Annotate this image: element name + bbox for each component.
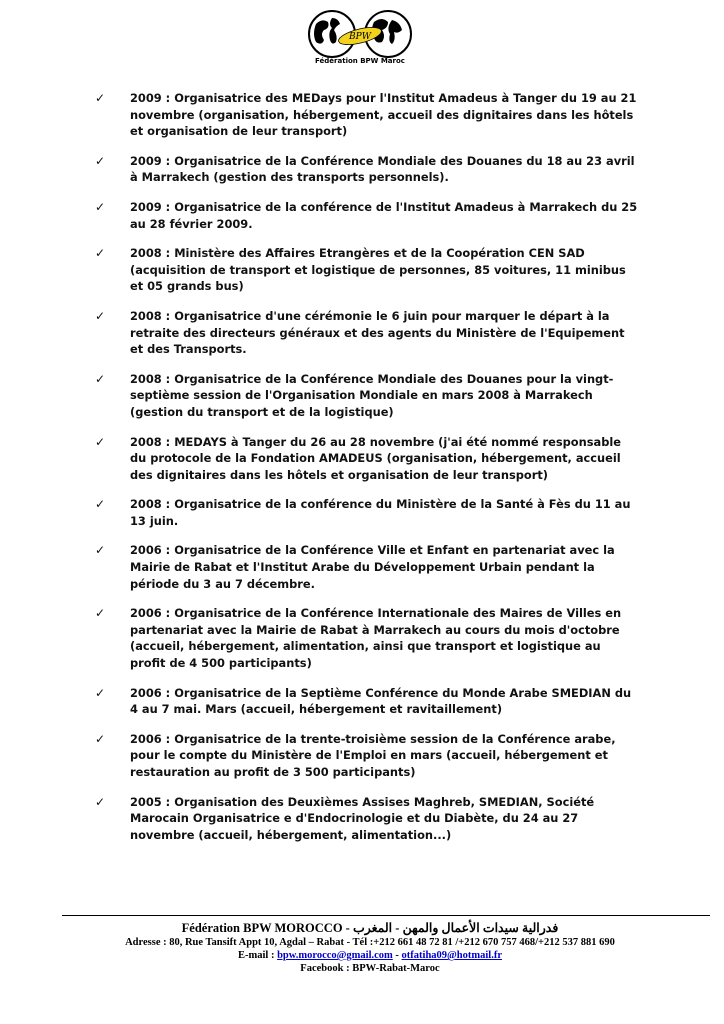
list-item <box>95 153 640 186</box>
checkmark-icon: ✓ <box>95 606 106 621</box>
checkmark-icon: ✓ <box>95 731 106 746</box>
footer-facebook: Facebook : BPW-Rabat-Maroc <box>300 963 440 974</box>
list-item-text: 2008 : Organisatrice de la Conférence Mondiale des Douanes pour la vingt-septième session de l'Organisation Mondiale en mars 2008 à Marrakech (gestion du transport et de la logistique) <box>130 371 614 419</box>
checkmark-icon: ✓ <box>95 685 106 700</box>
list-item <box>95 371 640 421</box>
checkmark-icon: ✓ <box>95 308 106 323</box>
list-item <box>95 731 640 781</box>
footer-address: Adresse : 80, Rue Tansift Appt 10, Agdal – Rabat - Tél :+212 661 48 72 81 /+212 670 757 468/+212 537 881 690 <box>125 937 615 948</box>
list-item <box>95 434 640 484</box>
footer <box>40 920 700 975</box>
list-item <box>95 685 640 718</box>
checkmark-icon: ✓ <box>95 371 106 386</box>
footer-email-line <box>40 949 700 962</box>
email-separator: - <box>392 950 402 961</box>
list-item <box>95 794 640 844</box>
logo-text: BPW <box>349 32 371 42</box>
list-item <box>95 308 640 358</box>
checkmark-icon: ✓ <box>95 434 106 449</box>
email-label: E-mail : <box>237 950 278 961</box>
list-item-text: 2008 : Organisatrice de la conférence du Ministère de la Santé à Fès du 11 au 13 juin. <box>130 497 631 528</box>
list-item-text: 2008 : Ministère des Affaires Etrangères et de la Coopération CEN SAD (acquisition de transport et logistique de personnes, 85 voitures, 11 minibus et 05 grands bus) <box>130 246 626 294</box>
list-item-text: 2008 : Organisatrice d'une cérémonie le 6 juin pour marquer le départ à la retraite des directeurs généraux et des agents du Ministère de l'Equipement et des Transports. <box>130 308 625 357</box>
list-item <box>95 199 640 232</box>
footer-title: Fédération BPW MOROCCO - فدرالية سيدات الأعمال والمهن - المغرب <box>181 921 559 935</box>
list-item-text: 2006 : Organisatrice de la Conférence Internationale des Maires de Villes en partenariat avec la Mairie de Rabat à Marrakech au cours du mois d'octobre (accueil, hébergement, alimentation, ainsi que transport et logistique au profit de 4 500 participants) <box>130 606 622 671</box>
logo-caption: Fédération BPW Maroc <box>315 57 405 65</box>
list-item <box>95 542 640 592</box>
list-item <box>95 605 640 671</box>
checkmark-icon: ✓ <box>95 199 106 214</box>
checkmark-icon: ✓ <box>95 246 106 261</box>
list-item <box>95 496 640 529</box>
email-link-personal[interactable]: otfatiha09@hotmail.fr <box>401 950 503 961</box>
checkmark-icon: ✓ <box>95 497 106 512</box>
list-item-text: 2009 : Organisatrice des MEDays pour l'Institut Amadeus à Tanger du 19 au 21 novembre (organisation, hébergement, accueil des dignitaires dans les hôtels et organisation de leur transport) <box>130 91 637 139</box>
list-item <box>95 245 640 295</box>
checkmark-icon: ✓ <box>95 153 106 168</box>
globe-logo-icon <box>302 10 418 60</box>
list-item-text: 2009 : Organisatrice de la conférence de l'Institut Amadeus à Marrakech du 25 au 28 février 2009. <box>130 199 638 231</box>
footer-divider <box>62 915 710 916</box>
checkmark-icon: ✓ <box>95 91 106 105</box>
checkmark-icon: ✓ <box>95 543 106 558</box>
list-item <box>95 90 640 140</box>
list-item-text: 2006 : Organisatrice de la Conférence Ville et Enfant en partenariat avec la Mairie de Rabat et l'Institut Arabe du Développement Urbain pendant la période du 3 au 7 décembre. <box>130 543 615 591</box>
checkmark-icon: ✓ <box>95 794 106 809</box>
list-item-text: 2006 : Organisatrice de la Septième Conférence du Monde Arabe SMEDIAN du 4 au 7 mai. Mars (accueil, hébergement et ravitaillement) <box>130 685 632 717</box>
list-item-text: 2006 : Organisatrice de la trente-troisième session de la Conférence arabe, pour le compte du Ministère de l'Emploi en mars (accueil, hébergement et restauration au profit de 3 500 participants) <box>130 731 616 779</box>
list-item-text: 2009 : Organisatrice de la Conférence Mondiale des Douanes du 18 au 23 avril à Marrakech (gestion des transports personnels). <box>130 153 635 185</box>
list-item-text: 2005 : Organisation des Deuxièmes Assises Maghreb, SMEDIAN, Société Marocain Organisatrice e d'Endocrinologie et du Diabète, du 24 au 27 novembre (accueil, hébergement, alimentation...) <box>130 794 595 842</box>
experience-list <box>95 90 640 856</box>
email-link-bpw[interactable]: bpw.morocco@gmail.com <box>277 950 393 961</box>
list-item-text: 2008 : MEDAYS à Tanger du 26 au 28 novembre (j'ai été nommé responsable du protocole de la Fondation AMADEUS (organisation, hébergement, accueil des dignitaires dans les hôtels et organisation de leur transport) <box>130 434 621 482</box>
